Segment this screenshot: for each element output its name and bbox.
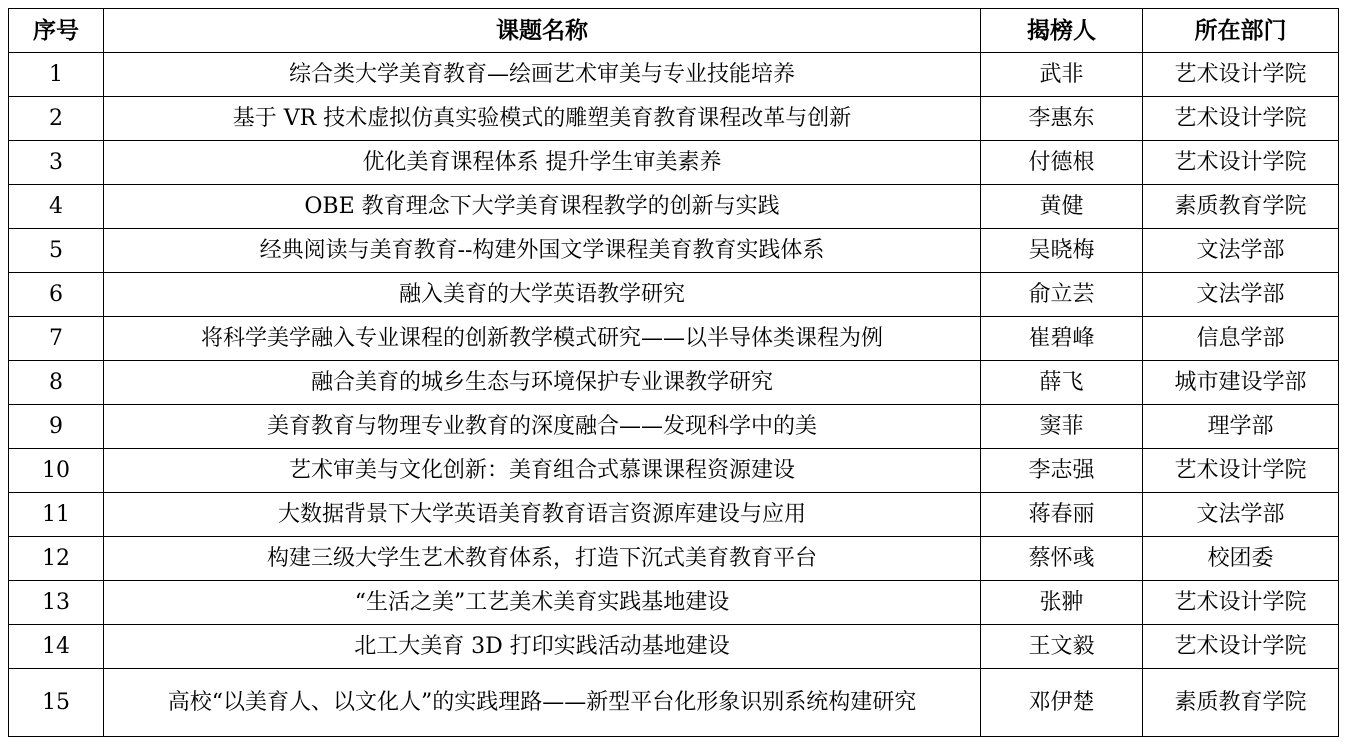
table-row (9, 405, 1339, 449)
row-number: 4 (9, 185, 104, 229)
row-number: 14 (9, 625, 104, 669)
row-dept: 艺术设计学院 (1143, 449, 1339, 493)
row-dept: 艺术设计学院 (1143, 97, 1339, 141)
row-title: OBE 教育理念下大学美育课程教学的创新与实践 (104, 185, 981, 229)
row-title: “生活之美”工艺美术美育实践基地建设 (104, 581, 981, 625)
row-title: 美育教育与物理专业教育的深度融合——发现科学中的美 (104, 405, 981, 449)
row-person: 李志强 (981, 449, 1143, 493)
row-title: 艺术审美与文化创新：美育组合式慕课课程资源建设 (104, 449, 981, 493)
row-dept: 城市建设学部 (1143, 361, 1339, 405)
row-title: 构建三级大学生艺术教育体系，打造下沉式美育教育平台 (104, 537, 981, 581)
row-dept: 艺术设计学院 (1143, 625, 1339, 669)
row-title: 优化美育课程体系 提升学生审美素养 (104, 141, 981, 185)
header-no: 序号 (9, 9, 104, 53)
row-number: 3 (9, 141, 104, 185)
table-row (9, 361, 1339, 405)
row-person: 俞立芸 (981, 273, 1143, 317)
table-row (9, 97, 1339, 141)
row-person: 窦菲 (981, 405, 1143, 449)
table-row (9, 581, 1339, 625)
topics-table (8, 8, 1339, 737)
header-title: 课题名称 (104, 9, 981, 53)
row-title: 大数据背景下大学英语美育教育语言资源库建设与应用 (104, 493, 981, 537)
header-person: 揭榜人 (981, 9, 1143, 53)
table-row (9, 229, 1339, 273)
row-person: 邓伊楚 (981, 669, 1143, 737)
row-dept: 艺术设计学院 (1143, 53, 1339, 97)
row-person: 蒋春丽 (981, 493, 1143, 537)
row-title: 将科学美学融入专业课程的创新教学模式研究——以半导体类课程为例 (104, 317, 981, 361)
row-person: 张翀 (981, 581, 1143, 625)
table-row (9, 317, 1339, 361)
row-number: 8 (9, 361, 104, 405)
row-dept: 文法学部 (1143, 493, 1339, 537)
row-person: 付德根 (981, 141, 1143, 185)
row-dept: 文法学部 (1143, 229, 1339, 273)
row-dept: 艺术设计学院 (1143, 581, 1339, 625)
table-row (9, 53, 1339, 97)
table-row (9, 625, 1339, 669)
table-row (9, 669, 1339, 737)
row-dept: 素质教育学院 (1143, 669, 1339, 737)
header-dept: 所在部门 (1143, 9, 1339, 53)
table-row (9, 493, 1339, 537)
header-row (9, 9, 1339, 53)
row-title: 融入美育的大学英语教学研究 (104, 273, 981, 317)
row-dept: 校团委 (1143, 537, 1339, 581)
row-person: 李惠东 (981, 97, 1143, 141)
row-number: 1 (9, 53, 104, 97)
row-dept: 素质教育学院 (1143, 185, 1339, 229)
row-title: 基于 VR 技术虚拟仿真实验模式的雕塑美育教育课程改革与创新 (104, 97, 981, 141)
row-person: 武非 (981, 53, 1143, 97)
table-row (9, 273, 1339, 317)
row-dept: 文法学部 (1143, 273, 1339, 317)
row-number: 7 (9, 317, 104, 361)
row-title: 综合类大学美育教育—绘画艺术审美与专业技能培养 (104, 53, 981, 97)
row-number: 5 (9, 229, 104, 273)
row-number: 15 (9, 669, 104, 737)
row-number: 13 (9, 581, 104, 625)
row-dept: 艺术设计学院 (1143, 141, 1339, 185)
row-number: 6 (9, 273, 104, 317)
row-number: 2 (9, 97, 104, 141)
table-row (9, 449, 1339, 493)
row-number: 12 (9, 537, 104, 581)
row-person: 王文毅 (981, 625, 1143, 669)
table-row (9, 537, 1339, 581)
row-number: 10 (9, 449, 104, 493)
table-row (9, 141, 1339, 185)
row-person: 吴晓梅 (981, 229, 1143, 273)
document-page (8, 8, 1339, 737)
row-title: 融合美育的城乡生态与环境保护专业课教学研究 (104, 361, 981, 405)
row-title: 北工大美育 3D 打印实践活动基地建设 (104, 625, 981, 669)
row-number: 9 (9, 405, 104, 449)
row-person: 蔡怀彧 (981, 537, 1143, 581)
row-title: 经典阅读与美育教育--构建外国文学课程美育教育实践体系 (104, 229, 981, 273)
row-dept: 理学部 (1143, 405, 1339, 449)
row-person: 黄健 (981, 185, 1143, 229)
row-person: 崔碧峰 (981, 317, 1143, 361)
table-row (9, 185, 1339, 229)
row-person: 薛飞 (981, 361, 1143, 405)
row-title: 高校“以美育人、以文化人”的实践理路——新型平台化形象识别系统构建研究 (104, 669, 981, 737)
row-number: 11 (9, 493, 104, 537)
row-dept: 信息学部 (1143, 317, 1339, 361)
